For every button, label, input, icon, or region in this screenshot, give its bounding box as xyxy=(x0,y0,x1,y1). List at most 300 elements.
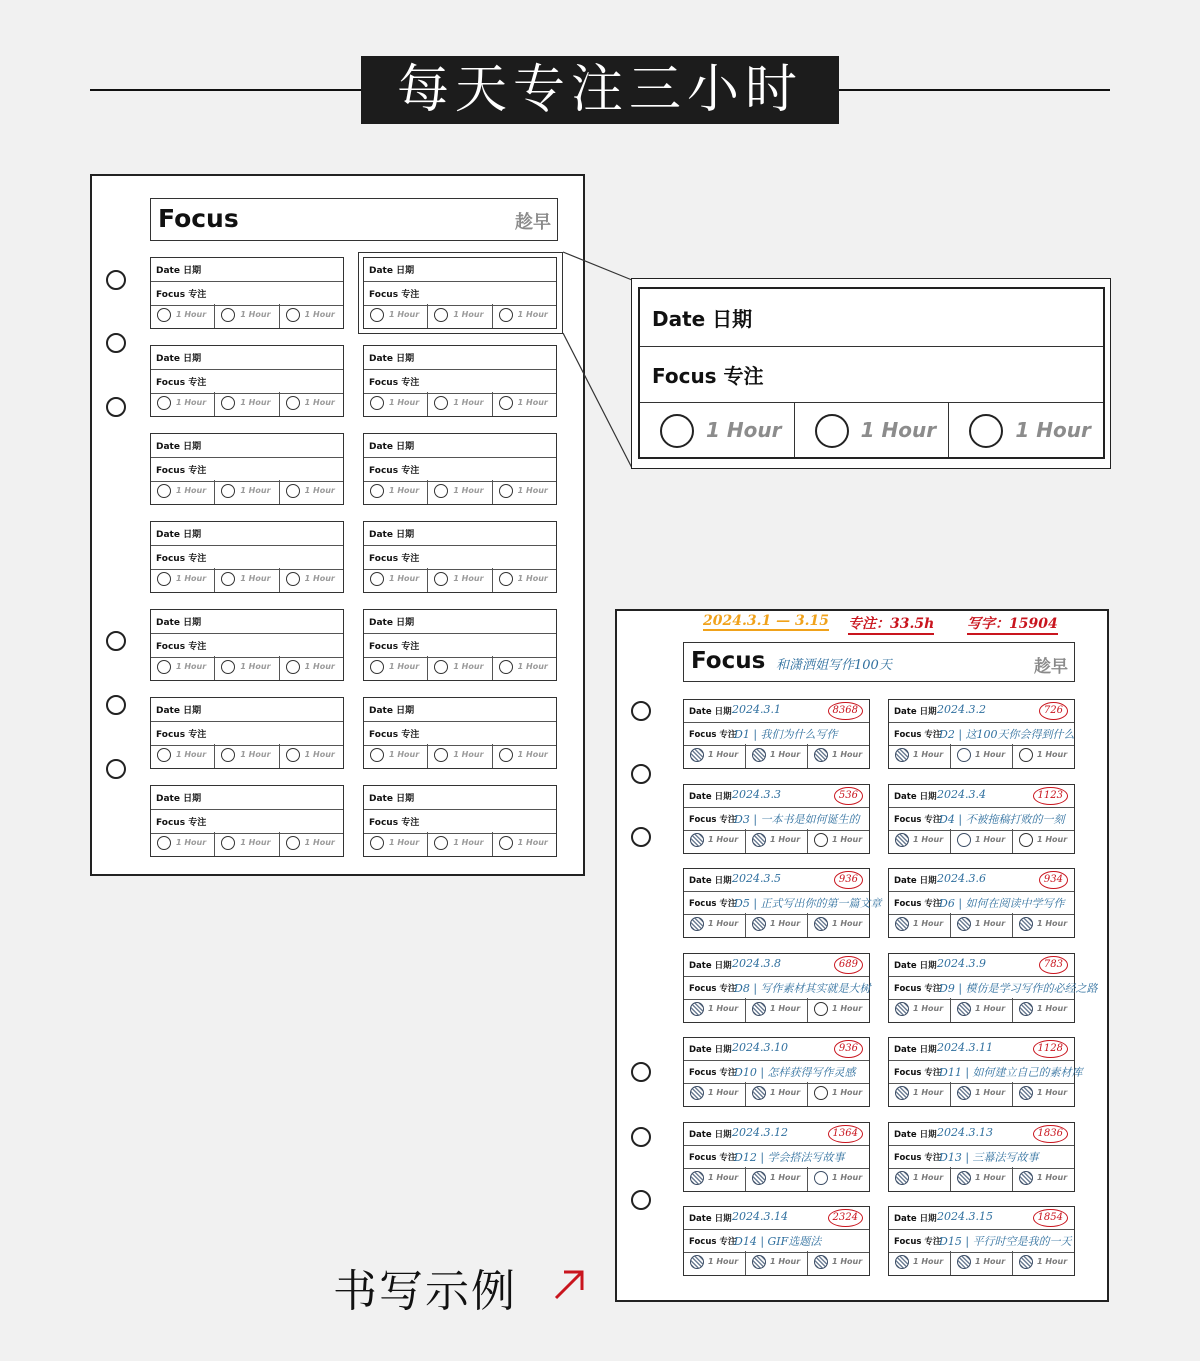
date-label: Date 日期 xyxy=(369,442,415,452)
focus-label: Focus 专注 xyxy=(894,1068,942,1078)
zoom-focus-label: Focus 专注 xyxy=(652,364,764,388)
hour-label: 1 Hour xyxy=(453,662,484,671)
hour-label: 1 Hour xyxy=(389,574,420,583)
hour-checkbox[interactable] xyxy=(752,1002,766,1016)
hour-cell xyxy=(808,1082,869,1106)
entry-date: 2024.3.14 xyxy=(732,1210,788,1223)
hour-label: 1 Hour xyxy=(1037,919,1068,928)
hour-checkbox[interactable] xyxy=(752,1171,766,1185)
zoom-hour-label: 1 Hour xyxy=(1015,418,1091,442)
hour-label: 1 Hour xyxy=(176,486,207,495)
entry-topic: D6 | 如何在阅读中学写作 xyxy=(939,897,1065,910)
hour-label: 1 Hour xyxy=(770,1088,801,1097)
date-label: Date 日期 xyxy=(689,960,732,971)
arrow-up-right-icon xyxy=(552,1266,588,1302)
entry-word-count: 783 xyxy=(1039,956,1068,974)
hour-cell xyxy=(951,1167,1013,1191)
entry-word-count: 689 xyxy=(834,956,863,974)
hour-checkbox[interactable] xyxy=(957,1002,971,1016)
entry-word-count: 536 xyxy=(834,787,863,805)
hour-cell xyxy=(808,1167,869,1191)
hour-row xyxy=(889,913,1074,937)
hour-row xyxy=(889,1251,1074,1275)
hour-label: 1 Hour xyxy=(517,838,548,847)
entry-topic: D12 | 学会搭法写故事 xyxy=(734,1150,845,1164)
example-card xyxy=(683,1206,870,1276)
example-card xyxy=(683,953,870,1023)
hour-cell xyxy=(808,913,869,937)
hour-label: 1 Hour xyxy=(975,919,1006,928)
entry-word-count: 936 xyxy=(834,1040,863,1058)
entry-topic: D10 | 怎样获得写作灵感 xyxy=(734,1066,856,1079)
hour-cell xyxy=(808,998,869,1022)
hour-label: 1 Hour xyxy=(176,750,207,759)
hour-label: 1 Hour xyxy=(770,750,801,759)
hour-label: 1 Hour xyxy=(240,750,271,759)
hour-checkbox[interactable] xyxy=(1019,748,1033,762)
binder-hole xyxy=(631,1190,651,1210)
entry-topic: D13 | 三幕法写故事 xyxy=(939,1150,1039,1164)
entry-topic: D8 | 写作素材其实就是大树 xyxy=(734,981,871,995)
focus-label: Focus 专注 xyxy=(156,466,207,476)
hour-row xyxy=(889,998,1074,1022)
hour-label: 1 Hour xyxy=(770,1172,801,1182)
binder-hole xyxy=(631,827,651,847)
hour-row xyxy=(889,1167,1074,1191)
date-label: Date 日期 xyxy=(369,354,415,364)
date-label: Date 日期 xyxy=(894,960,937,971)
entry-topic: D1 | 我们为什么写作 xyxy=(734,728,838,741)
date-label: Date 日期 xyxy=(369,794,415,804)
hour-cell xyxy=(746,1082,808,1106)
hour-checkbox[interactable] xyxy=(957,833,971,847)
hour-cell xyxy=(684,1082,746,1106)
hour-label: 1 Hour xyxy=(240,838,271,847)
entry-date: 2024.3.10 xyxy=(732,1041,788,1054)
zoom-hour-label: 1 Hour xyxy=(706,418,782,442)
hour-checkbox[interactable] xyxy=(690,1171,704,1185)
hour-label: 1 Hour xyxy=(453,310,484,319)
hour-label: 1 Hour xyxy=(975,834,1006,844)
hour-label: 1 Hour xyxy=(708,1257,739,1266)
hour-label: 1 Hour xyxy=(975,1088,1006,1097)
example-filled-sheet xyxy=(615,609,1109,1302)
hour-checkbox[interactable] xyxy=(957,1255,971,1269)
hour-checkbox[interactable] xyxy=(752,1086,766,1100)
hour-cell xyxy=(1013,829,1074,853)
hour-label: 1 Hour xyxy=(176,574,207,583)
entry-topic: D11 | 如何建立自己的素材库 xyxy=(939,1066,1083,1079)
hour-label: 1 Hour xyxy=(708,1088,739,1097)
hour-label: 1 Hour xyxy=(832,1003,863,1013)
entry-topic: D4 | 不被拖稿打败的一刻 xyxy=(939,812,1065,826)
example-brand-logo: 趁早 xyxy=(1034,657,1068,677)
hour-cell xyxy=(746,1167,808,1191)
entry-word-count: 2324 xyxy=(828,1209,863,1227)
focus-label: Focus 专注 xyxy=(156,730,207,740)
entry-date: 2024.3.5 xyxy=(732,872,781,885)
focus-label: Focus 专注 xyxy=(369,378,420,388)
focus-label: Focus 专注 xyxy=(369,642,420,652)
hour-cell xyxy=(951,1251,1013,1275)
hour-label: 1 Hour xyxy=(832,919,863,928)
binder-hole xyxy=(631,1062,651,1082)
entry-word-count: 1128 xyxy=(1033,1040,1068,1058)
focus-label: Focus 专注 xyxy=(156,642,207,652)
hour-label: 1 Hour xyxy=(708,750,739,759)
zoomed-card-callout xyxy=(631,278,1111,469)
hour-label: 1 Hour xyxy=(1037,1088,1068,1097)
hour-checkbox[interactable] xyxy=(814,1171,828,1185)
summary-words-total: 写字：15904 xyxy=(967,613,1058,635)
date-label: Date 日期 xyxy=(689,1129,732,1140)
hour-label: 1 Hour xyxy=(708,1172,739,1182)
zoom-hour-label: 1 Hour xyxy=(860,418,937,442)
focus-label: Focus 专注 xyxy=(369,290,420,300)
template-header-title: Focus xyxy=(158,204,239,233)
focus-label: Focus 专注 xyxy=(689,1152,737,1163)
hour-checkbox[interactable] xyxy=(957,748,971,762)
hour-cell xyxy=(889,998,951,1022)
hour-cell xyxy=(684,829,746,853)
hour-checkbox[interactable] xyxy=(895,1086,909,1100)
example-card xyxy=(888,953,1098,1023)
entry-date: 2024.3.6 xyxy=(937,872,986,885)
entry-topic: D3 | 一本书是如何诞生的 xyxy=(734,812,860,826)
summary-date-range: 2024.3.1 — 3.15 xyxy=(703,613,830,629)
zoomed-card xyxy=(638,287,1105,459)
hour-checkbox[interactable] xyxy=(1019,917,1033,931)
hour-label: 1 Hour xyxy=(176,662,207,671)
hour-checkbox[interactable] xyxy=(1019,1086,1033,1100)
hour-label: 1 Hour xyxy=(304,662,335,671)
hour-cell xyxy=(1013,1167,1074,1191)
date-label: Date 日期 xyxy=(156,266,202,276)
hour-row xyxy=(684,744,869,768)
focus-label: Focus 专注 xyxy=(689,899,737,909)
summary-focus-total: 专注：33.5h xyxy=(848,613,934,635)
hour-row xyxy=(684,1082,869,1106)
example-card xyxy=(888,1206,1075,1276)
focus-label: Focus 专注 xyxy=(894,1237,942,1247)
hour-cell xyxy=(746,829,808,853)
hour-label: 1 Hour xyxy=(913,1257,944,1266)
focus-label: Focus 专注 xyxy=(894,730,942,740)
hour-cell xyxy=(746,1251,808,1275)
date-label: Date 日期 xyxy=(156,530,202,540)
hour-label: 1 Hour xyxy=(240,398,271,407)
hour-label: 1 Hour xyxy=(832,834,863,844)
hour-checkbox[interactable] xyxy=(690,1255,704,1269)
focus-label: Focus 专注 xyxy=(369,554,420,564)
hour-label: 1 Hour xyxy=(913,1172,944,1182)
hour-cell xyxy=(684,744,746,768)
example-card xyxy=(888,868,1075,938)
hour-cell xyxy=(746,913,808,937)
hour-label: 1 Hour xyxy=(708,919,739,928)
hour-checkbox[interactable] xyxy=(690,1002,704,1016)
hour-label: 1 Hour xyxy=(176,838,207,847)
entry-date: 2024.3.4 xyxy=(937,787,986,801)
hour-checkbox[interactable] xyxy=(752,917,766,931)
hour-cell xyxy=(951,998,1013,1022)
focus-label: Focus 专注 xyxy=(369,818,420,828)
entry-date: 2024.3.13 xyxy=(937,1125,993,1139)
focus-label: Focus 专注 xyxy=(894,983,942,994)
hour-label: 1 Hour xyxy=(389,662,420,671)
hour-row xyxy=(889,1082,1074,1106)
entry-word-count: 934 xyxy=(1039,871,1068,889)
entry-date: 2024.3.1 xyxy=(732,703,781,716)
focus-label: Focus 专注 xyxy=(156,378,207,388)
hour-label: 1 Hour xyxy=(913,1088,944,1097)
hour-checkbox[interactable] xyxy=(814,1002,828,1016)
zoom-hour-checkbox[interactable] xyxy=(660,414,694,448)
date-label: Date 日期 xyxy=(689,791,732,802)
hour-label: 1 Hour xyxy=(176,310,207,319)
entry-date: 2024.3.8 xyxy=(732,956,781,970)
hour-label: 1 Hour xyxy=(1037,1003,1068,1013)
hour-label: 1 Hour xyxy=(1037,834,1068,844)
hour-cell xyxy=(951,744,1013,768)
date-label: Date 日期 xyxy=(156,354,202,364)
hour-checkbox[interactable] xyxy=(814,748,828,762)
hour-cell xyxy=(684,1251,746,1275)
hour-cell xyxy=(746,998,808,1022)
hour-label: 1 Hour xyxy=(453,750,484,759)
entry-date: 2024.3.11 xyxy=(937,1041,993,1054)
example-card xyxy=(683,784,870,854)
focus-label: Focus 专注 xyxy=(689,814,737,825)
hour-checkbox[interactable] xyxy=(690,1086,704,1100)
hour-cell xyxy=(951,829,1013,853)
focus-label: Focus 专注 xyxy=(894,814,942,825)
hour-label: 1 Hour xyxy=(975,1003,1006,1013)
focus-label: Focus 专注 xyxy=(894,899,942,909)
binder-hole xyxy=(631,764,651,784)
date-label: Date 日期 xyxy=(689,1045,732,1055)
example-subtitle: 和潇洒姐写作100天 xyxy=(776,658,892,673)
hour-cell xyxy=(808,829,869,853)
hour-label: 1 Hour xyxy=(770,834,801,844)
hour-cell xyxy=(1013,744,1074,768)
example-card xyxy=(888,699,1075,769)
hour-cell xyxy=(889,1167,951,1191)
date-label: Date 日期 xyxy=(894,707,937,717)
hour-cell xyxy=(951,913,1013,937)
hour-label: 1 Hour xyxy=(1037,1257,1068,1266)
hour-cell xyxy=(1013,913,1074,937)
hour-checkbox[interactable] xyxy=(752,748,766,762)
hour-checkbox[interactable] xyxy=(957,1171,971,1185)
entry-date: 2024.3.9 xyxy=(937,956,986,970)
hour-cell xyxy=(889,1251,951,1275)
hour-label: 1 Hour xyxy=(832,750,863,759)
focus-label: Focus 专注 xyxy=(156,290,207,300)
hour-label: 1 Hour xyxy=(304,574,335,583)
hour-label: 1 Hour xyxy=(389,398,420,407)
hour-row xyxy=(684,829,869,853)
hour-label: 1 Hour xyxy=(708,834,739,844)
date-label: Date 日期 xyxy=(894,1214,937,1224)
date-label: Date 日期 xyxy=(369,266,415,276)
date-label: Date 日期 xyxy=(156,618,202,628)
hour-label: 1 Hour xyxy=(453,838,484,847)
hour-label: 1 Hour xyxy=(832,1257,863,1266)
hour-checkbox[interactable] xyxy=(690,833,704,847)
example-card xyxy=(683,699,870,769)
hour-cell xyxy=(889,913,951,937)
example-card xyxy=(683,1122,870,1192)
hour-label: 1 Hour xyxy=(389,750,420,759)
entry-word-count: 726 xyxy=(1039,702,1068,720)
hour-label: 1 Hour xyxy=(913,750,944,759)
hour-label: 1 Hour xyxy=(517,310,548,319)
hour-row xyxy=(684,1167,869,1191)
zoom-hour-checkbox[interactable] xyxy=(815,414,849,448)
hour-label: 1 Hour xyxy=(389,486,420,495)
hour-checkbox[interactable] xyxy=(1019,1002,1033,1016)
entry-topic: D5 | 正式写出你的第一篇文章 xyxy=(734,897,882,910)
entry-date: 2024.3.2 xyxy=(937,703,986,716)
focus-label: Focus 专注 xyxy=(689,730,737,740)
date-label: Date 日期 xyxy=(156,706,202,716)
hour-cell xyxy=(889,829,951,853)
hour-cell xyxy=(1013,1082,1074,1106)
hour-label: 1 Hour xyxy=(770,1257,801,1266)
entry-topic: D14 | GIF选题法 xyxy=(734,1235,822,1248)
hour-label: 1 Hour xyxy=(389,310,420,319)
entry-word-count: 8368 xyxy=(828,702,863,720)
hour-cell xyxy=(684,1167,746,1191)
date-label: Date 日期 xyxy=(689,876,732,886)
example-header-title: Focus xyxy=(691,648,766,674)
hour-label: 1 Hour xyxy=(240,574,271,583)
hour-label: 1 Hour xyxy=(770,919,801,928)
hour-checkbox[interactable] xyxy=(814,1255,828,1269)
hour-label: 1 Hour xyxy=(975,1257,1006,1266)
focus-label: Focus 专注 xyxy=(156,554,207,564)
date-label: Date 日期 xyxy=(894,791,937,802)
date-label: Date 日期 xyxy=(894,1045,937,1055)
entry-topic: D15 | 平行时空是我的一天 xyxy=(939,1235,1072,1248)
date-label: Date 日期 xyxy=(689,707,732,717)
hour-checkbox[interactable] xyxy=(814,917,828,931)
hour-label: 1 Hour xyxy=(240,662,271,671)
hour-label: 1 Hour xyxy=(240,486,271,495)
hour-label: 1 Hour xyxy=(304,310,335,319)
hour-label: 1 Hour xyxy=(913,834,944,844)
hour-checkbox[interactable] xyxy=(957,917,971,931)
date-label: Date 日期 xyxy=(369,530,415,540)
example-card xyxy=(888,784,1075,854)
hour-checkbox[interactable] xyxy=(752,1255,766,1269)
hour-checkbox[interactable] xyxy=(895,833,909,847)
hour-label: 1 Hour xyxy=(517,750,548,759)
hour-label: 1 Hour xyxy=(389,838,420,847)
focus-label: Focus 专注 xyxy=(894,1152,942,1163)
hour-label: 1 Hour xyxy=(453,574,484,583)
hour-checkbox[interactable] xyxy=(895,1255,909,1269)
hour-checkbox[interactable] xyxy=(814,833,828,847)
hour-label: 1 Hour xyxy=(832,1172,863,1182)
date-label: Date 日期 xyxy=(894,876,937,886)
hour-label: 1 Hour xyxy=(453,486,484,495)
focus-label: Focus 专注 xyxy=(689,1068,737,1078)
focus-label: Focus 专注 xyxy=(369,466,420,476)
hour-cell xyxy=(889,1082,951,1106)
example-label: 书写示例 xyxy=(333,1266,517,1317)
entry-date: 2024.3.12 xyxy=(732,1125,788,1139)
hour-checkbox[interactable] xyxy=(690,748,704,762)
hour-checkbox[interactable] xyxy=(1019,1255,1033,1269)
example-card xyxy=(683,1037,870,1107)
hour-label: 1 Hour xyxy=(517,574,548,583)
hour-row xyxy=(889,829,1074,853)
hour-checkbox[interactable] xyxy=(1019,833,1033,847)
hour-checkbox[interactable] xyxy=(752,833,766,847)
hour-checkbox[interactable] xyxy=(895,1171,909,1185)
hour-label: 1 Hour xyxy=(975,750,1006,759)
hour-checkbox[interactable] xyxy=(957,1086,971,1100)
hour-label: 1 Hour xyxy=(453,398,484,407)
example-header xyxy=(683,642,1075,682)
hour-row xyxy=(684,1251,869,1275)
hour-label: 1 Hour xyxy=(770,1003,801,1013)
hour-cell xyxy=(1013,1251,1074,1275)
hour-checkbox[interactable] xyxy=(1019,1171,1033,1185)
entry-word-count: 1364 xyxy=(828,1125,863,1143)
hour-label: 1 Hour xyxy=(975,1172,1006,1182)
hour-cell xyxy=(808,744,869,768)
date-label: Date 日期 xyxy=(156,794,202,804)
entry-word-count: 1836 xyxy=(1033,1125,1068,1143)
template-brand-logo: 趁早 xyxy=(515,212,551,233)
zoom-hour-checkbox[interactable] xyxy=(969,414,1003,448)
date-label: Date 日期 xyxy=(689,1214,732,1224)
example-card xyxy=(888,1037,1083,1107)
entry-date: 2024.3.3 xyxy=(732,787,781,801)
hour-label: 1 Hour xyxy=(517,398,548,407)
hour-label: 1 Hour xyxy=(240,310,271,319)
entry-word-count: 936 xyxy=(834,871,863,889)
hour-cell xyxy=(684,913,746,937)
entry-date: 2024.3.15 xyxy=(937,1210,993,1223)
focus-label: Focus 专注 xyxy=(369,730,420,740)
hour-label: 1 Hour xyxy=(304,486,335,495)
date-label: Date 日期 xyxy=(894,1129,937,1140)
hour-label: 1 Hour xyxy=(913,919,944,928)
hour-checkbox[interactable] xyxy=(814,1086,828,1100)
hour-checkbox[interactable] xyxy=(895,1002,909,1016)
hour-label: 1 Hour xyxy=(517,662,548,671)
entry-word-count: 1854 xyxy=(1033,1209,1068,1227)
hour-checkbox[interactable] xyxy=(690,917,704,931)
example-card xyxy=(888,1122,1075,1192)
date-label: Date 日期 xyxy=(369,706,415,716)
entry-word-count: 1123 xyxy=(1033,787,1068,805)
hour-checkbox[interactable] xyxy=(895,748,909,762)
page-title: 每天专注三小时 xyxy=(361,56,839,124)
hour-row xyxy=(684,913,869,937)
hour-label: 1 Hour xyxy=(304,838,335,847)
hour-label: 1 Hour xyxy=(832,1088,863,1097)
date-label: Date 日期 xyxy=(369,618,415,628)
hour-cell xyxy=(808,1251,869,1275)
binder-hole xyxy=(631,701,651,721)
hour-cell xyxy=(951,1082,1013,1106)
hour-checkbox[interactable] xyxy=(895,917,909,931)
